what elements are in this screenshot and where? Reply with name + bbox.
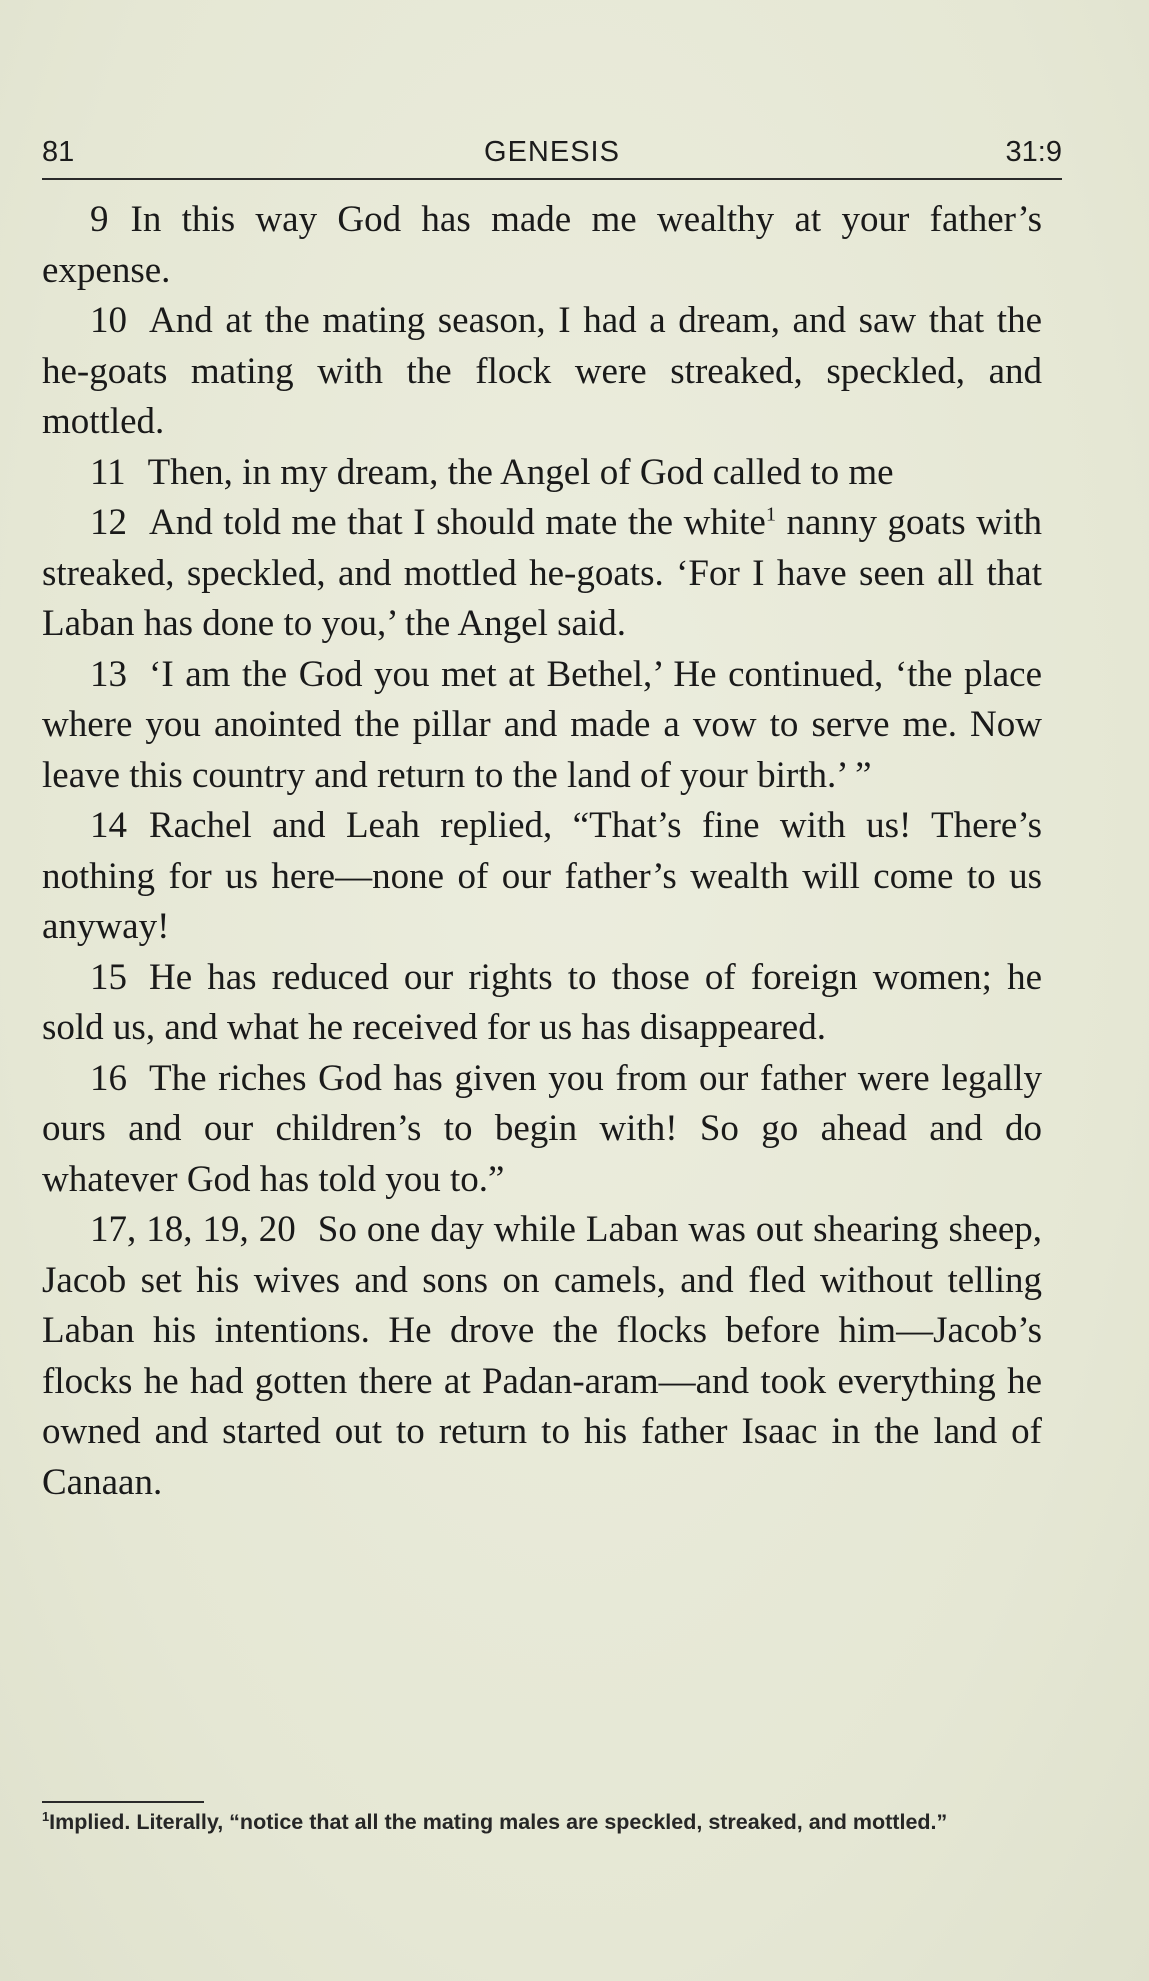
verse-text: And told me that I should mate the white (149, 502, 766, 543)
verse (42, 448, 1042, 499)
verse-text: He has reduced our rights to those of foreign women; he sold us, and what he received for us has disappeared. (42, 956, 1042, 1048)
verse-number: 14 (90, 805, 127, 846)
verse-number: 12 (90, 502, 127, 543)
verse-number: 15 (90, 956, 127, 998)
verse (42, 1054, 1042, 1206)
verse-number: 17, 18, 19, 20 (90, 1209, 296, 1250)
footnote-marker: 1 (42, 1808, 50, 1824)
running-header (42, 136, 1062, 176)
footnote-marker: 1 (765, 503, 776, 526)
verse-number: 11 (90, 451, 126, 493)
verse (42, 296, 1042, 448)
verse-text: So one day while Laban was out shearing sheep, Jacob set his wives and sons on camels, and fled without telling Laban his intentions. He drove the flocks before him—Jacob’s flocks he had gotten there at Padan-aram—and took everything he owned and started out to return to his father Isaac in the land of Canaan. (42, 1209, 1043, 1503)
book-title: GENESIS (484, 136, 620, 168)
footnote (42, 1810, 1042, 1835)
page-number: 81 (42, 136, 75, 168)
verse (42, 498, 1042, 650)
footnote-text: Implied. Literally, “notice that all the mating males are speckled, streaked, and mottled.” (49, 1810, 948, 1834)
verse-text: Then, in my dream, the Angel of God called to me (147, 451, 894, 493)
verse (42, 195, 1042, 296)
verse-text: The riches God has given you from our father were legally ours and our children’s to begin with! So go ahead and do whatever God has told you to.” (42, 1057, 1042, 1200)
header-rule (42, 178, 1062, 180)
verse-text-continued: nanny goats with streaked, speckled, and mottled he-goats. ‘For I have seen all that Laban has done to you,’ the Angel said. (42, 502, 1042, 644)
chapter-verse-reference: 31:9 (1005, 136, 1062, 168)
verse-text: ‘I am the God you met at Bethel,’ He continued, ‘the place where you anointed the pillar and made a vow to serve me. Now leave this country and return to the land of your birth.’ ” (42, 653, 1042, 796)
verse (42, 1205, 1042, 1508)
verse-text: In this way God has made me wealthy at your father’s expense. (42, 199, 1042, 291)
verse-number: 10 (90, 300, 127, 341)
footnote-rule (42, 1801, 204, 1803)
verse-number: 13 (90, 653, 127, 695)
verse-text: Rachel and Leah replied, “That’s fine with us! There’s nothing for us here—none of our father’s wealth will come to us anyway! (42, 805, 1042, 947)
verse (42, 650, 1042, 802)
scripture-text (42, 195, 1042, 1508)
verse (42, 953, 1042, 1054)
verse-text: And at the mating season, I had a dream, and saw that the he-goats mating with the flock were streaked, speckled, and mottled. (42, 300, 1042, 442)
verse-number: 16 (90, 1057, 127, 1099)
verse-number: 9 (90, 199, 109, 240)
verse (42, 801, 1042, 953)
